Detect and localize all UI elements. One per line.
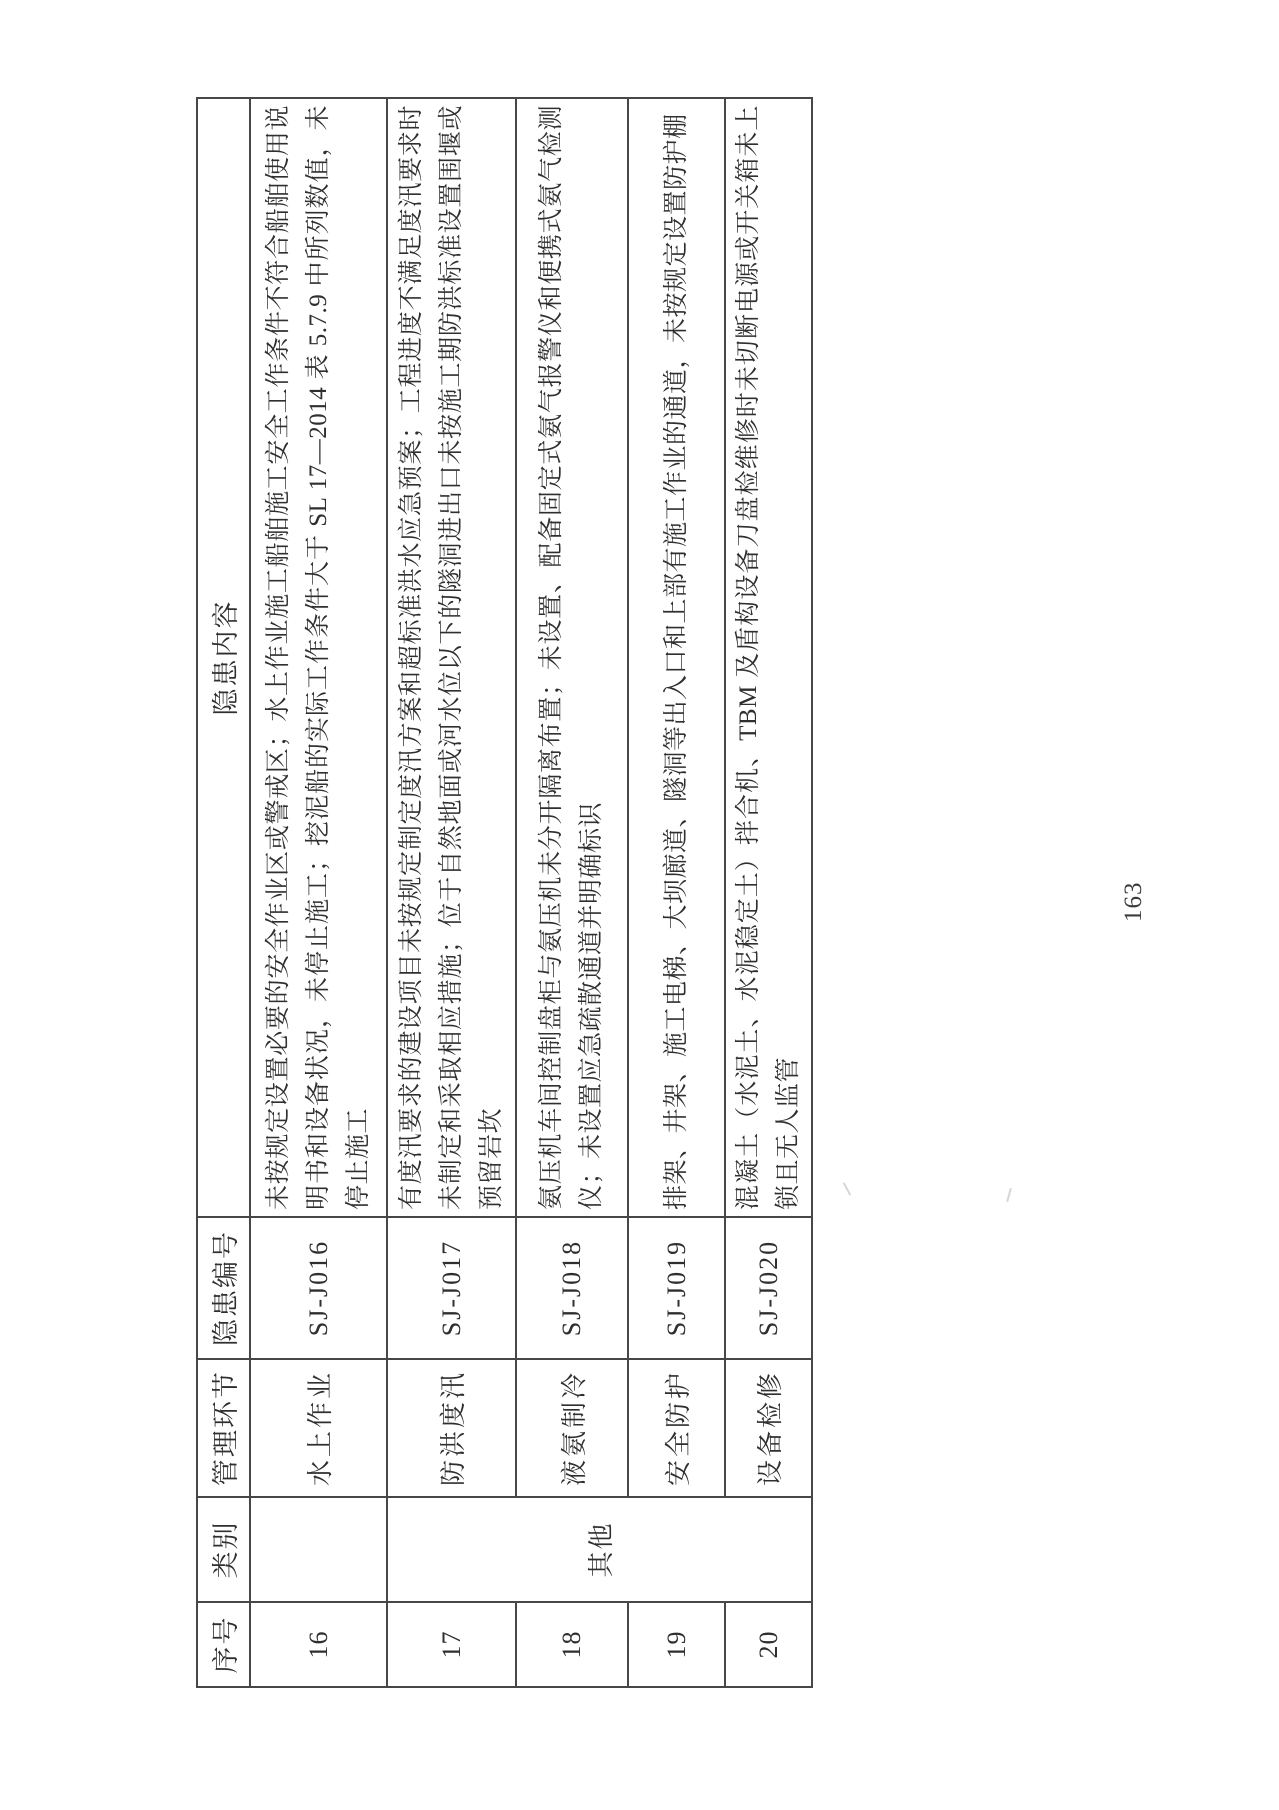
cell-serial-18: 18	[516, 1602, 628, 1687]
table-row-16	[250, 98, 387, 1687]
cell-code-16: SJ-J016	[250, 1217, 387, 1359]
cell-stage-17: 防洪度汛	[387, 1359, 516, 1497]
rotated-table-container	[196, 99, 811, 1688]
cell-serial-19: 19	[628, 1602, 725, 1687]
cell-content-18: 氨压机车间控制盘柜与氨压机未分开隔离布置；未设置、配备固定式氨气报警仪和便携式氨气检测仪；未设置应急疏散通道并明确标识	[516, 98, 628, 1217]
table-row-17	[387, 98, 516, 1687]
cell-code-20: SJ-J020	[725, 1217, 812, 1359]
cell-serial-17: 17	[387, 1602, 516, 1687]
header-category: 类别	[197, 1497, 250, 1602]
hazard-table	[196, 97, 813, 1688]
table-row-18	[516, 98, 628, 1687]
header-row	[197, 98, 250, 1687]
header-serial-number: 序号	[197, 1602, 250, 1687]
cell-content-17: 有度汛要求的建设项目未按规定制定度汛方案和超标准洪水应急预案；工程进度不满足度汛要求时未制定和采取相应措施；位于自然地面或河水位以下的隧洞进出口未按施工期防洪标准设置围堰或预留岩坎	[387, 98, 516, 1217]
cell-code-17: SJ-J017	[387, 1217, 516, 1359]
scan-artifact	[1006, 1188, 1012, 1202]
scan-artifact	[843, 1182, 851, 1195]
header-hazard-code: 隐患编号	[197, 1217, 250, 1359]
cell-stage-16: 水上作业	[250, 1359, 387, 1497]
cell-serial-16: 16	[250, 1602, 387, 1687]
header-management-stage: 管理环节	[197, 1359, 250, 1497]
table-row-20	[725, 98, 812, 1687]
cell-content-16: 未按规定设置必要的安全作业区或警戒区；水上作业施工船舶施工安全工作条件不符合船舶使用说明书和设备状况，未停止施工；挖泥船的实际工作条件大于 SL 17—2014 表 5.7.9 中所列数值，未停止施工	[250, 98, 387, 1217]
table-row-19	[628, 98, 725, 1687]
cell-serial-20: 20	[725, 1602, 812, 1687]
cell-category-16-empty	[250, 1497, 387, 1602]
cell-stage-20: 设备检修	[725, 1359, 812, 1497]
cell-code-19: SJ-J019	[628, 1217, 725, 1359]
header-hazard-content: 隐患内容	[197, 98, 250, 1217]
cell-category-merged-other: 其他	[387, 1497, 812, 1602]
cell-stage-19: 安全防护	[628, 1359, 725, 1497]
cell-code-18: SJ-J018	[516, 1217, 628, 1359]
cell-content-20: 混凝土（水泥土、水泥稳定土）拌合机、TBM 及盾构设备刀盘检维修时未切断电源或开关箱未上锁且无人监管	[725, 98, 812, 1217]
cell-content-19: 排架、井架、施工电梯、大坝廊道、隧洞等出入口和上部有施工作业的通道，未按规定设置防护棚	[628, 98, 725, 1217]
cell-stage-18: 液氨制冷	[516, 1359, 628, 1497]
page-number: 163	[1120, 881, 1147, 922]
